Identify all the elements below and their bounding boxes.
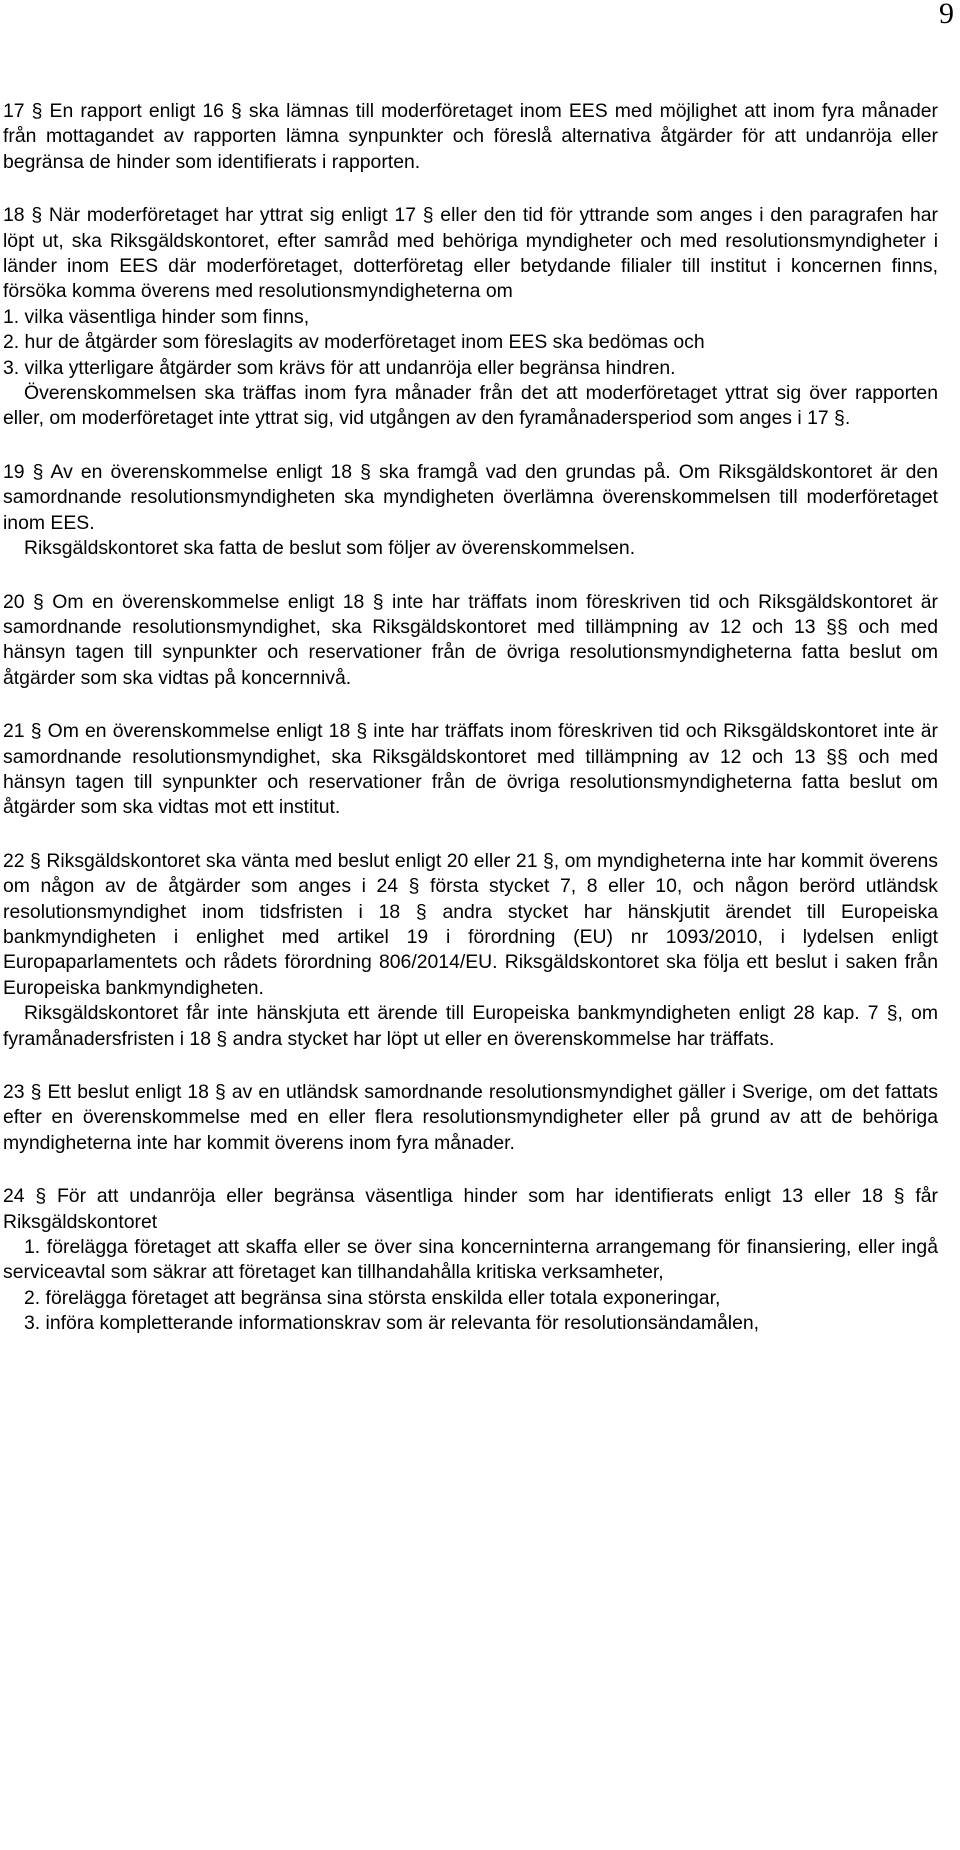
section-18-item-3: 3. vilka ytterligare åtgärder som krävs för att undanröja eller begränsa hindren. — [3, 356, 676, 379]
page-body — [3, 99, 938, 1337]
section-21-paragraph: 21 § Om en överenskommelse enligt 18 § inte har träffats inom föreskriven tid och Riksgäldskontoret inte är samordnande resolutionsmyndighet, ska Riksgäldskontoret med tillämpning av 12 och 13 §§ och med hänsyn tagen till synpunkter och reservationer från de övriga resolutionsmyndigheterna fatta beslut om åtgärder som ska vidtas mot ett institut. — [3, 720, 938, 819]
section-24 — [3, 1184, 938, 1336]
section-24-item-3: 3. införa kompletterande informationskrav som är relevanta för resolutionsändamålen, — [24, 1312, 760, 1335]
section-17-paragraph: 17 § En rapport enligt 16 § ska lämnas till moderföretaget inom EES med möjlighet att inom fyra månader från mottagandet av rapporten lämna synpunkter och föreslå alternativa åtgärder för att undanröja eller begränsa de hinder som identifierats i rapporten. — [3, 100, 938, 173]
section-18-item-2: 2. hur de åtgärder som föreslagits av moderföretaget inom EES ska bedömas och — [3, 331, 705, 354]
page-number: 9 — [939, 0, 954, 30]
section-18-intro: 18 § När moderföretaget har yttrat sig enligt 17 § eller den tid för yttrande som anges i den paragrafen har löpt ut, ska Riksgäldskontoret, efter samråd med behöriga myndigheter och med resolutionsmyndigheter i länder inom EES där moderföretaget, dotterföretag eller betydande filialer till institut i koncernen finns, försöka komma överens med resolutionsmyndigheterna om — [3, 204, 938, 303]
section-19-paragraph-1: 19 § Av en överenskommelse enligt 18 § ska framgå vad den grundas på. Om Riksgäldskontoret är den samordnande resolutionsmyndigheten ska myndigheten överlämna överenskommelsen till moderföretaget inom EES. — [3, 460, 938, 534]
section-19-paragraph-2: Riksgäldskontoret ska fatta de beslut som följer av överenskommelsen. — [24, 537, 636, 560]
section-19 — [3, 460, 938, 562]
section-17 — [3, 99, 938, 175]
section-22-paragraph-1: 22 § Riksgäldskontoret ska vänta med beslut enligt 20 eller 21 §, om myndigheterna inte har kommit överens om någon av de åtgärder som anges i 24 § första stycket 7, 8 eller 10, och någon berörd utländsk resolutionsmyndighet inom tidsfristen i 18 § andra stycket har hänskjutit ärendet till Europeiska bankmyndigheten i enlighet med artikel 19 i förordning (EU) nr 1093/2010, i lydelsen enligt Europaparlamentets och rådets förordning 806/2014/EU. Riksgäldskontoret ska följa ett beslut i saken från Europeiska bankmyndigheten. — [3, 849, 938, 999]
section-21 — [3, 719, 938, 821]
section-18-paragraph: Överenskommelsen ska träffas inom fyra månader från det att moderföretaget yttrat sig över rapporten eller, om moderföretaget inte yttrat sig, vid utgången av den fyramånadersperiod som anges i 17 §. — [3, 382, 938, 430]
section-18-item-1: 1. vilka väsentliga hinder som finns, — [3, 305, 310, 328]
section-24-item-1: 1. förelägga företaget att skaffa eller se över sina koncerninterna arrangemang för finansiering, eller ingå serviceavtal som säkrar att företaget kan tillhandahålla kritiska verksamheter, — [3, 1236, 938, 1284]
section-23-paragraph: 23 § Ett beslut enligt 18 § av en utländsk samordnande resolutionsmyndighet gäller i Sverige, om det fattats efter en överenskommelse med en eller flera resolutionsmyndigheter eller på grund av att de behöriga myndigheterna inte har kommit överens inom fyra månader. — [3, 1081, 938, 1154]
section-24-intro: 24 § För att undanröja eller begränsa väsentliga hinder som har identifierats enligt 13 eller 18 § får Riksgäldskontoret — [3, 1185, 938, 1233]
section-20 — [3, 590, 938, 692]
section-18 — [3, 203, 938, 432]
section-22 — [3, 849, 938, 1052]
section-20-paragraph: 20 § Om en överenskommelse enligt 18 § inte har träffats inom föreskriven tid och Riksgäldskontoret är samordnande resolutionsmyndighet, ska Riksgäldskontoret med tillämpning av 12 och 13 §§ och med hänsyn tagen till synpunkter och reservationer från de övriga resolutionsmyndigheterna fatta beslut om åtgärder som ska vidtas på koncernnivå. — [3, 590, 938, 689]
section-23 — [3, 1080, 938, 1156]
section-22-paragraph-2: Riksgäldskontoret får inte hänskjuta ett ärende till Europeiska bankmyndigheten enligt 28 kap. 7 §, om fyramånadersfristen i 18 § andra stycket har löpt ut eller en överenskommelse har träffats. — [3, 1002, 938, 1050]
section-24-item-2: 2. förelägga företaget att begränsa sina största enskilda eller totala exponeringar, — [24, 1286, 721, 1309]
